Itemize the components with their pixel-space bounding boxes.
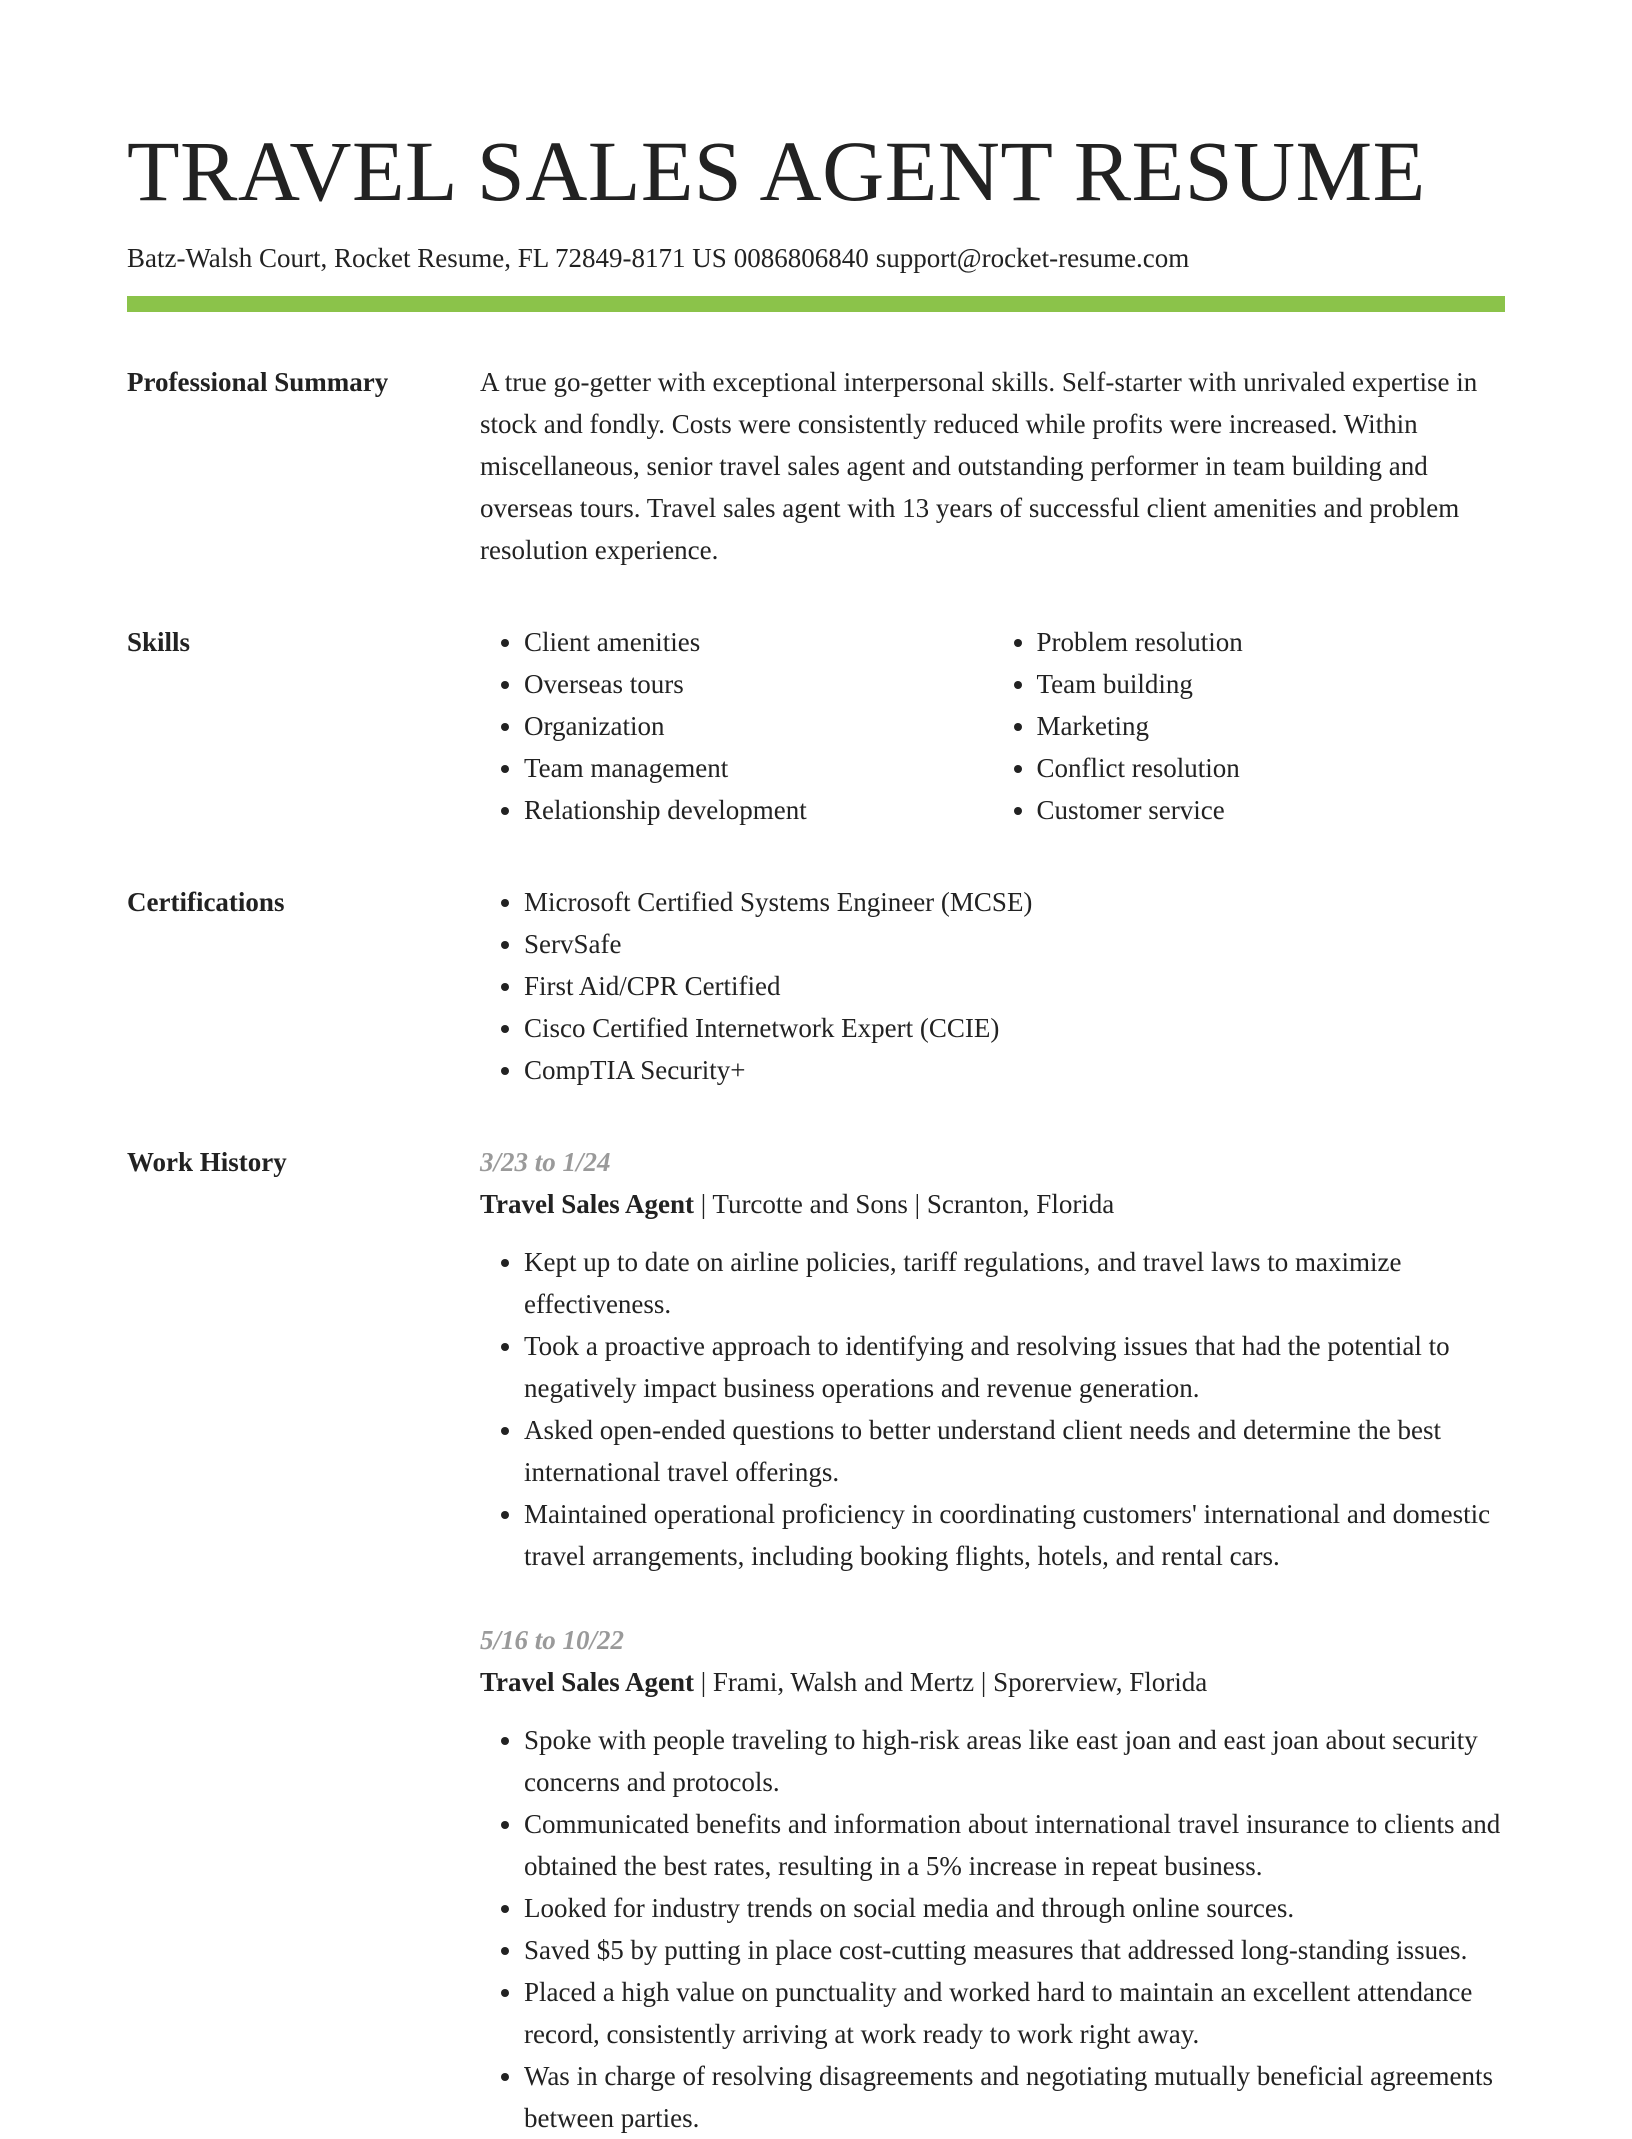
skill-item: • Overseas tours [524,663,993,705]
job-heading [480,1183,1505,1225]
summary-text: A true go-getter with exceptional interpersonal skills. Self-starter with unrivaled expertise in stock and fondly. Costs were consistently reduced while profits were increased. Within miscellaneous, senior travel sales agent and outstanding performer in team building and overseas tours. Travel sales agent with 13 years of successful client amenities and problem resolution experience. [480,367,1478,565]
skills-list-left [480,621,993,831]
contact-email[interactable]: support@rocket-resume.com [875,243,1190,273]
job-bullet: • Maintained operational proficiency in coordinating customers' international and domestic travel arrangements, including booking flights, hotels, and rental cars. [524,1493,1505,1577]
job-bullets [480,1241,1505,1577]
certification-item: • Microsoft Certified Systems Engineer (MCSE) [524,881,1505,923]
job-entry [480,1141,1505,1577]
resume-page [127,116,1505,2139]
resume-title: TRAVEL SALES AGENT RESUME [127,123,1426,219]
contact-phone: 0086806840 [733,243,869,273]
skill-item: • Client amenities [524,621,993,663]
certifications-section [127,881,1505,1091]
job-bullet: • Spoke with people traveling to high-risk areas like east joan and east joan about security concerns and protocols. [524,1719,1505,1803]
job-role: Travel Sales Agent [480,1189,694,1219]
skills-columns [480,621,1505,831]
job-bullet: • Kept up to date on airline policies, tariff regulations, and travel laws to maximize effectiveness. [524,1241,1505,1325]
job-bullet: • Asked open-ended questions to better understand client needs and determine the best international travel offerings. [524,1409,1505,1493]
job-bullet: • Communicated benefits and information about international travel insurance to clients and obtained the best rates, resulting in a 5% increase in repeat business. [524,1803,1505,1887]
skills-list-right [993,621,1506,831]
skill-item: • Team building [1037,663,1506,705]
skill-item: • Conflict resolution [1037,747,1506,789]
job-bullets [480,1719,1505,2139]
job-role: Travel Sales Agent [480,1667,694,1697]
section-label-summary: Professional Summary [127,367,389,397]
job-bullet: • Placed a high value on punctuality and worked hard to maintain an excellent attendance record, consistently arriving at work ready to work right away. [524,1971,1505,2055]
skills-section [127,621,1505,831]
job-dates: 3/23 to 1/24 [480,1147,611,1177]
certification-item: • First Aid/CPR Certified [524,965,1505,1007]
section-label-certifications: Certifications [127,887,285,917]
section-label-work-history: Work History [127,1147,287,1177]
skill-item: • Team management [524,747,993,789]
work-history-section [127,1141,1505,2139]
section-label-skills: Skills [127,627,191,657]
skill-item: • Customer service [1037,789,1506,831]
job-entry [480,1619,1505,2139]
accent-divider [127,296,1505,312]
certification-item: • ServSafe [524,923,1505,965]
certification-item: • Cisco Certified Internetwork Expert (CCIE) [524,1007,1505,1049]
job-details: | Frami, Walsh and Mertz | Sporerview, Florida [693,1667,1208,1697]
certifications-list [480,881,1505,1091]
job-bullet: • Took a proactive approach to identifying and resolving issues that had the potential to negatively impact business operations and revenue generation. [524,1325,1505,1409]
job-bullet: • Saved $5 by putting in place cost-cutting measures that addressed long-standing issues. [524,1929,1505,1971]
job-details: | Turcotte and Sons | Scranton, Florida [693,1189,1115,1219]
certification-item: • CompTIA Security+ [524,1049,1505,1091]
job-bullet: • Was in charge of resolving disagreements and negotiating mutually beneficial agreements between parties. [524,2055,1505,2139]
summary-section [127,361,1505,571]
job-bullet: • Looked for industry trends on social media and through online sources. [524,1887,1505,1929]
job-heading [480,1661,1505,1703]
skill-item: • Relationship development [524,789,993,831]
job-dates: 5/16 to 10/22 [480,1625,625,1655]
skill-item: • Problem resolution [1037,621,1506,663]
contact-line [127,238,1505,278]
skill-item: • Organization [524,705,993,747]
contact-address: Batz-Walsh Court, Rocket Resume, FL 72849-8171 US [127,243,727,273]
skill-item: • Marketing [1037,705,1506,747]
